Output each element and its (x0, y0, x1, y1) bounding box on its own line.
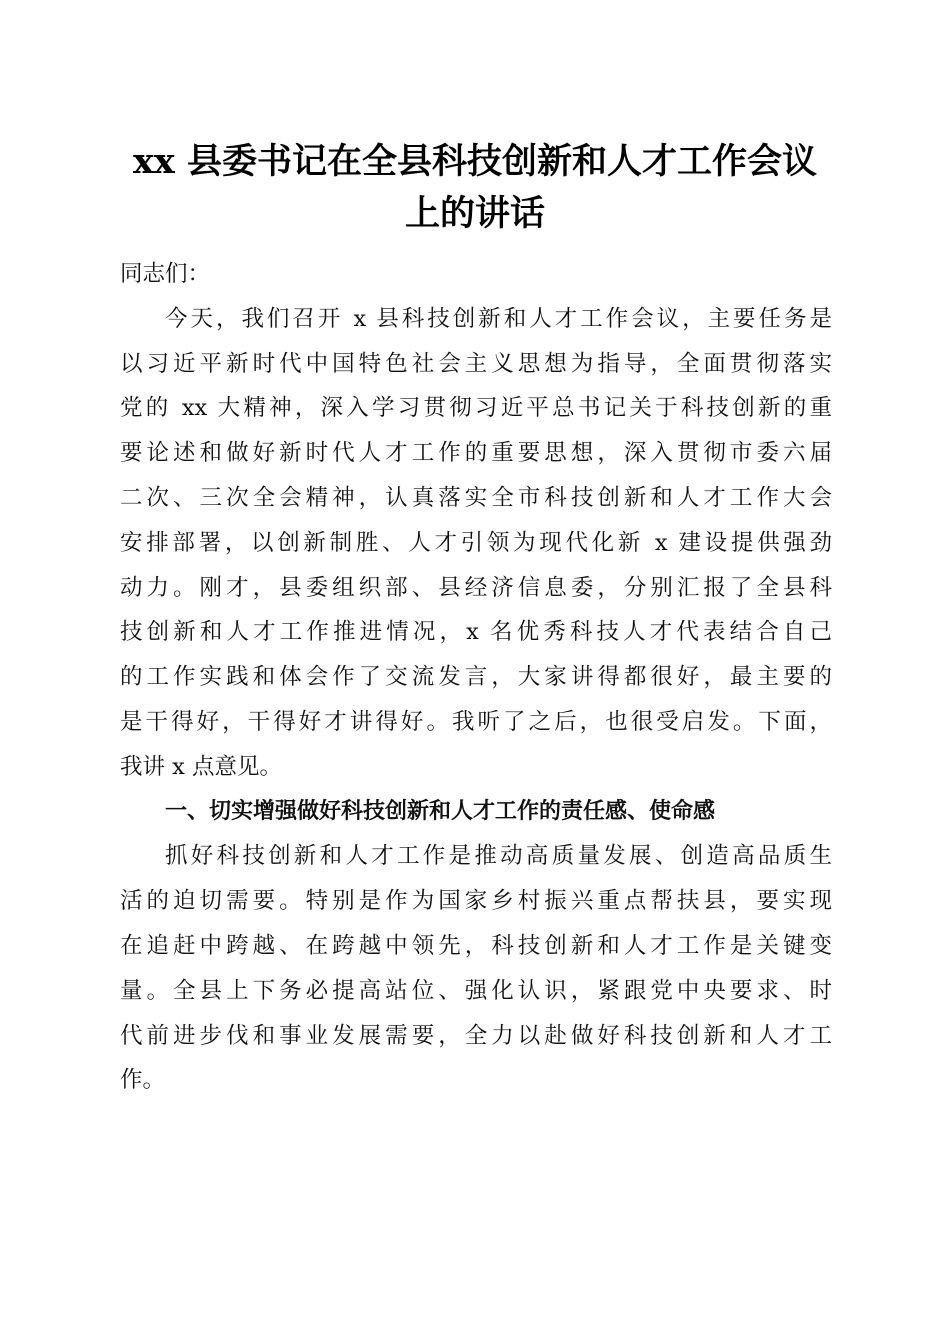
paragraph-line: 抓好科技创新和人才工作是推动高质量发展、创造高品质生 (165, 843, 832, 870)
paragraph-line: 活的迫切需要。特别是作为国家乡村振兴重点帮扶县，要实现 (120, 888, 832, 915)
paragraph-line: 作。 (120, 1067, 166, 1094)
paragraph-line: 动力。刚才，县委组织部、县经济信息委，分别汇报了全县科 (120, 574, 832, 601)
paragraph-line: 以习近平新时代中国特色社会主义思想为指导，全面贯彻落实 (120, 350, 832, 377)
paragraph-line: 是干得好，干得好才讲得好。我听了之后，也很受启发。下面， (120, 708, 832, 735)
paragraph-line: 的工作实践和体会作了交流发言，大家讲得都很好，最主要的 (120, 664, 832, 691)
paragraph-line: 安排部署，以创新制胜、人才引领为现代化新 x 建设提供强劲 (120, 529, 832, 556)
title-line-2: 上的讲话 (404, 193, 545, 234)
paragraph-2 (120, 834, 832, 1103)
document-body (120, 252, 832, 1103)
salutation: 同志们： (120, 261, 211, 287)
section-heading: 一、切实增强做好科技创新和人才工作的责任感、使命感 (165, 798, 716, 824)
paragraph-line: 我讲 x 点意见。 (120, 753, 282, 780)
paragraph-line: 代前进步伐和事业发展需要，全力以赴做好科技创新和人才工 (120, 1022, 832, 1049)
paragraph-line: 党的 xx 大精神，深入学习贯彻习近平总书记关于科技创新的重 (120, 395, 832, 422)
paragraph-line: 技创新和人才工作推进情况，x 名优秀科技人才代表结合自己 (120, 619, 832, 646)
paragraph-line: 今天，我们召开 x 县科技创新和人才工作会议，主要任务是 (165, 305, 832, 332)
paragraph-line: 要论述和做好新时代人才工作的重要思想，深入贯彻市委六届 (120, 440, 832, 467)
document-title (100, 136, 850, 240)
paragraph-line: 量。全县上下务必提高站位、强化认识，紧跟党中央要求、时 (120, 977, 832, 1004)
paragraph-line: 在追赶中跨越、在跨越中领先，科技创新和人才工作是关键变 (120, 932, 832, 959)
paragraph-1 (120, 297, 832, 790)
paragraph-line: 二次、三次全会精神，认真落实全市科技创新和人才工作大会 (120, 484, 832, 511)
title-line-1: xx 县委书记在全县科技创新和人才工作会议 (133, 141, 817, 182)
